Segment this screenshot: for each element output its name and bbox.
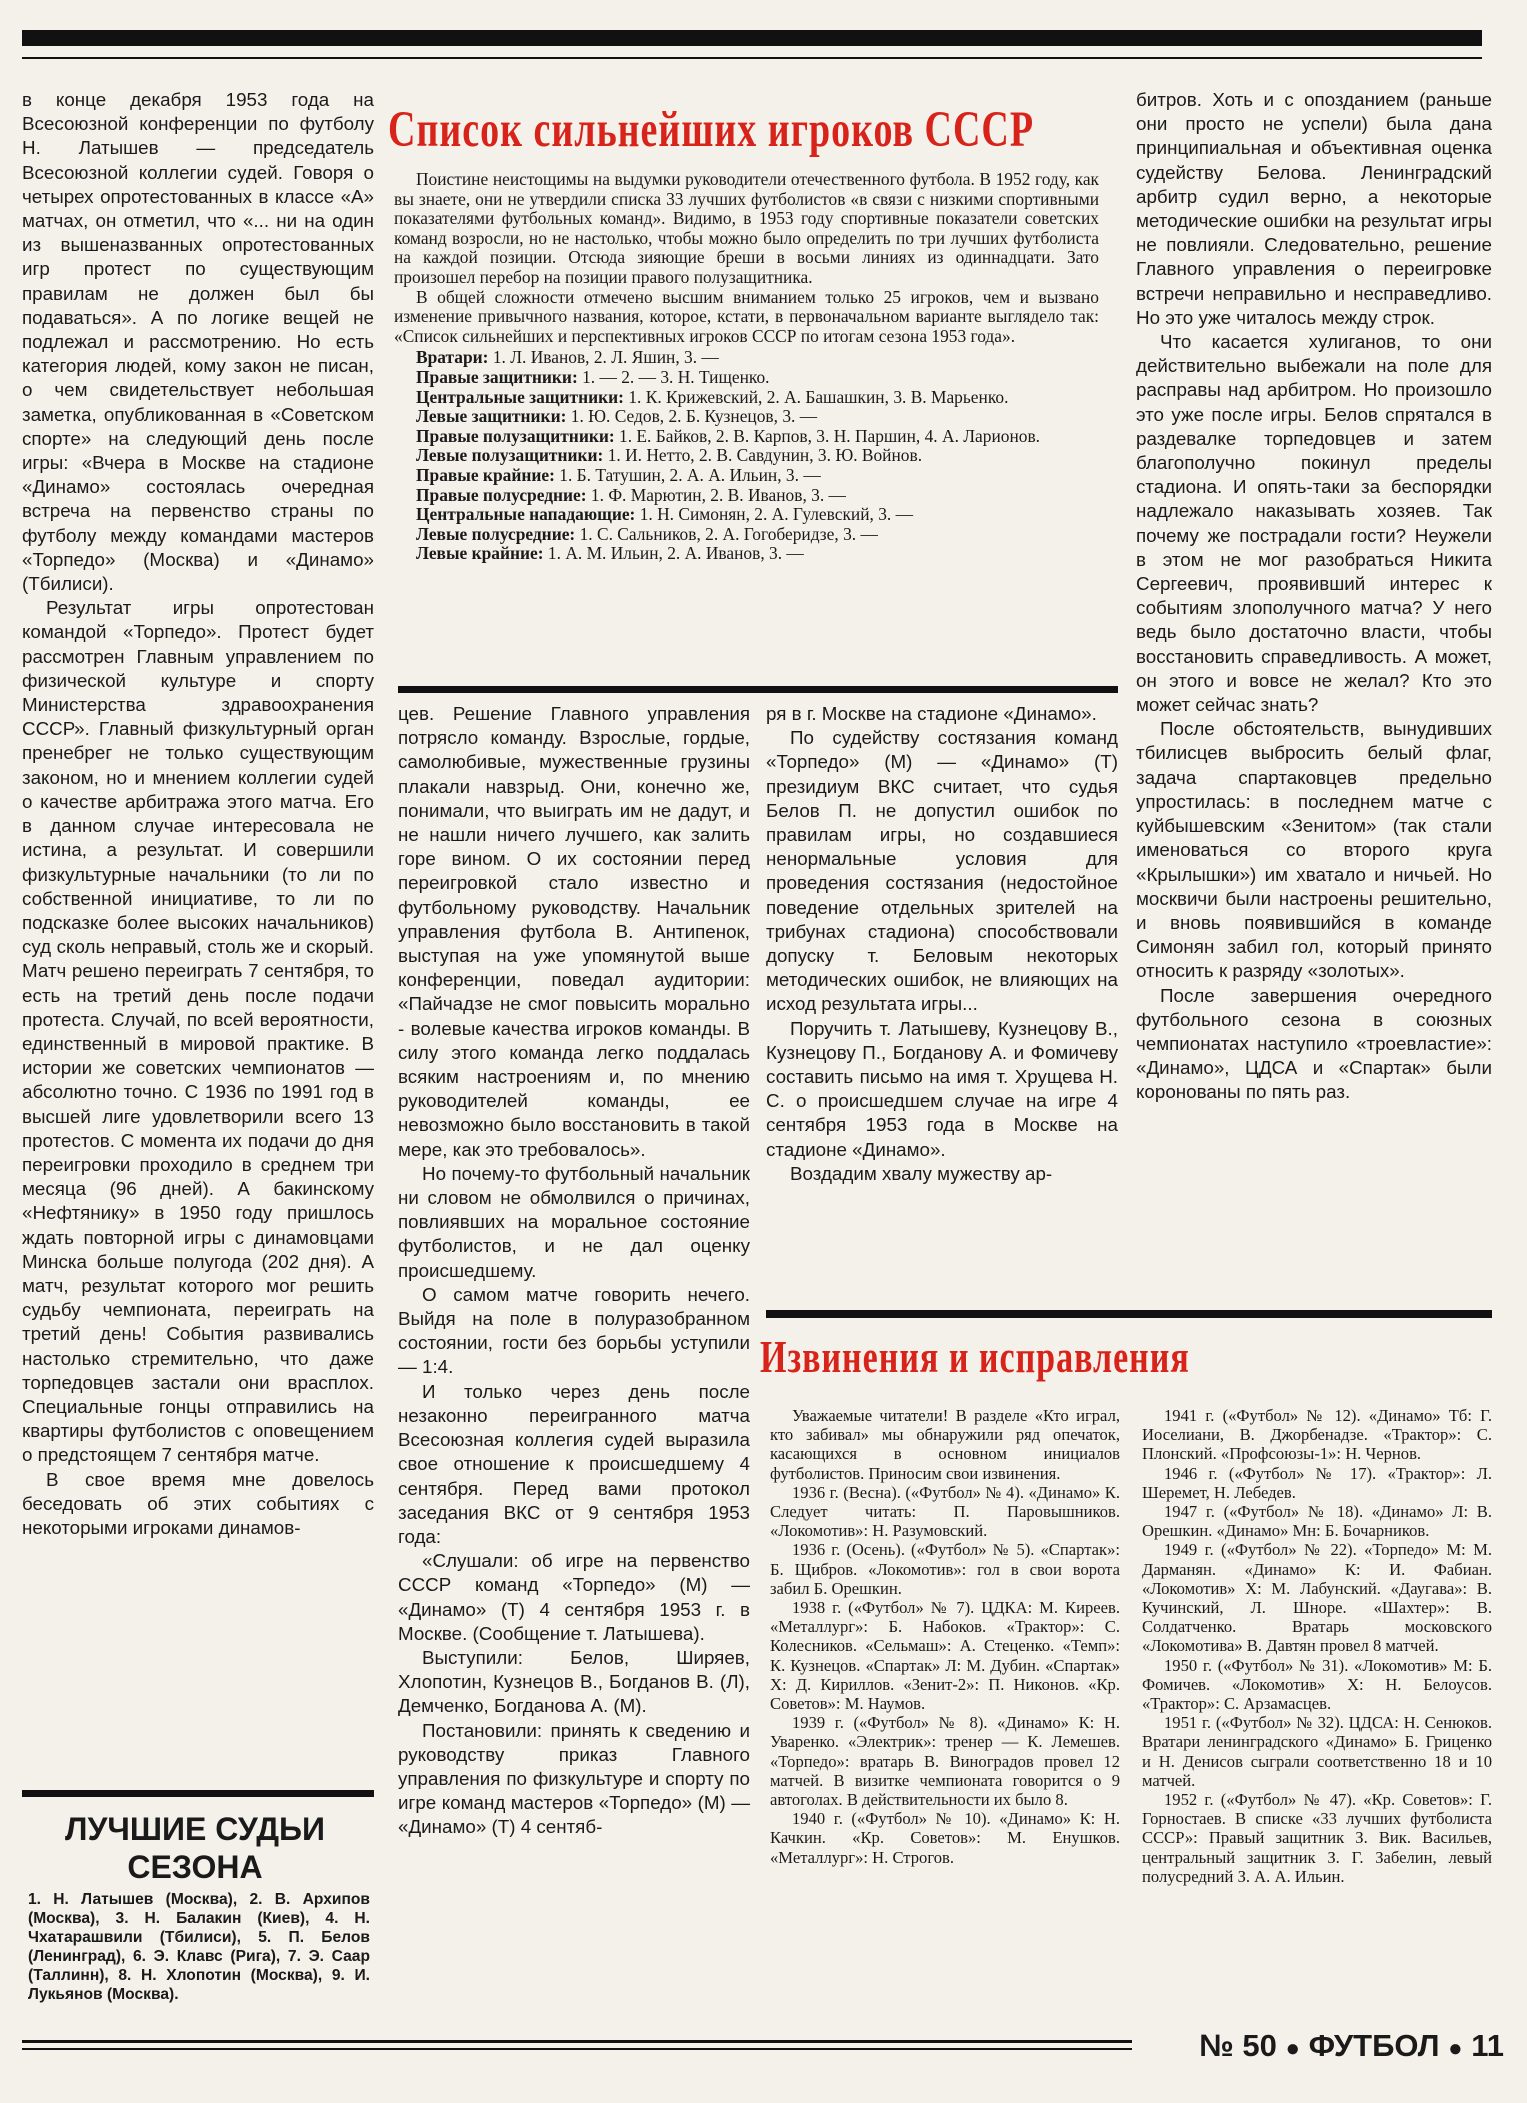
players-row: [394, 505, 1099, 525]
corrections-title: Извинения и исправления: [760, 1333, 1190, 1383]
corrections-paragraph: 1949 г. («Футбол» № 22). «Торпедо» М: М. Дарманян. «Динамо» К: И. Фабиан. «Локомотив» Х: М. Лабунский. «Даугава»: В. Кучинский, Л. Шноре. «Шахтер»: В. Солдатченко. Вратарь московского «Локомотива» В. Давтян провел 8 матчей.: [1142, 1540, 1492, 1656]
referees-title: ЛУЧШИЕ СУДЬИ СЕЗОНА: [65, 1811, 325, 1885]
position-label: Центральные защитники:: [416, 386, 624, 407]
left-paragraph: Результат игры опротестован командой «Торпедо». Протест будет рассмотрен Главным управлением по физической культуре и спорту Министерства здравоохранения СССР». Главный физкультурный орган пренебрег не только существующим законом, но и мнением коллегии судей о качестве арбитража этого матча. Его в данном случае интересовала не истина, а результат. И совершили физкультурные начальники (то ли по собственной инициативе, то ли по подсказке более высоких начальников) суд сколь неправый, столь же и скорый. Матч решено переиграть 7 сентября, то есть на третий день после подачи протеста. Случай, по всей вероятности, единственный в мировой практике. В истории же советских чемпионатов — абсолютно точно. С 1936 по 1991 год в высшей лиге удовлетворили всего 13 протестов. С момента их подачи до дня переигровки проходило в среднем три месяца (96 дней). А бакинскому «Нефтянику» в 1950 году пришлось ждать повторной игры с динамовцами Минска больше полугода (202 дня). А матч, результат которого мог решить судьбу чемпионата, переиграть на третий день! События развивались настолько стремительно, что даже торпедовцев застали они врасплох. Специальные гонцы отправились на квартиры футболистов с оповещением о предстоящем 7 сентября матче.: [22, 597, 374, 1466]
players-row: [394, 486, 1099, 506]
corrections-paragraph: 1950 г. («Футбол» № 31). «Локомотив» М: Б. Фомичев. «Локомотив» Х: Н. Белоусов. «Трактор»: С. Арзамасцев.: [1142, 1655, 1492, 1714]
mid1-paragraph: цев. Решение Главного управления потрясло команду. Взрослые, гордые, самолюбивые, мужественные грузины плакали навзрыд. Они, конечно же, понимали, что выиграть им не дадут, и не нашли ничего лучшего, как залить горе вином. О их состоянии перед переигровкой стало известно и футбольному руководству. Начальник управления футбола В. Антипенок, выступая на уже упомянутой выше конференции, поведал аудитории: «Пайчадзе не смог повысить морально - волевые качества игроков команды. В силу этого команда легко поддалась всяким настроениям и, по мнению руководителей команды, ее невозможно было восстановить в такой мере, как это требовалось».: [398, 703, 750, 1160]
position-players: 1. Ф. Марютин, 2. В. Иванов, 3. —: [590, 484, 846, 505]
left-column: [22, 88, 374, 1768]
mid1-paragraph: И только через день после незаконно переигранного матча Всесоюзная коллегия судей выразила свое отношение к происшедшему 4 сентября. Перед вами протокол заседания ВКС от 9 сентября 1953 года:: [398, 1380, 750, 1547]
players-list: [394, 348, 1099, 564]
position-players: 1. — 2. — 3. Н. Тищенко.: [582, 366, 770, 387]
bullet-icon: ●: [1285, 2035, 1300, 2062]
mid2-paragraph: ря в г. Москве на стадионе «Динамо».: [766, 703, 1097, 724]
right-column: [1136, 88, 1492, 1308]
corrections-paragraph: Уважаемые читатели! В разделе «Кто играл, кто забивал» мы обнаружили ряд опечаток, касающихся в основном инициалов футболистов. Приносим свои извинения.: [770, 1406, 1120, 1483]
corrections-column-2: [1142, 1406, 1492, 2016]
players-row: [394, 368, 1099, 388]
referees-box-rule: [22, 1790, 374, 1797]
corrections-paragraph: 1947 г. («Футбол» № 18). «Динамо» Л: В. Орешкин. «Динамо» Мн: Б. Бочарников.: [1142, 1502, 1492, 1541]
page-number: 11: [1471, 2028, 1504, 2063]
left-paragraph: В свое время мне довелось беседовать об этих событиях с некоторыми игроками динамов-: [22, 1468, 374, 1538]
issue-number: № 50: [1199, 2028, 1277, 2063]
position-label: Левые защитники:: [416, 406, 567, 427]
position-players: 1. К. Крижевский, 2. А. Башашкин, 3. В. Марьенко.: [628, 386, 1009, 407]
corrections-paragraph: 1941 г. («Футбол» № 12). «Динамо» Тб: Г. Иоселиани, В. Джорбенадзе. «Трактор»: С. Плонский. «Профсоюзы-1»: Н. Чернов.: [1142, 1406, 1492, 1464]
position-label: Левые полусредние:: [416, 523, 576, 544]
mid1-paragraph: О самом матче говорить нечего. Выйдя на поле в полуразобранном состоянии, гости без борьбы уступили — 1:4.: [398, 1283, 750, 1378]
corrections-paragraph: 1951 г. («Футбол» № 32). ЦДСА: Н. Сенюков. Вратари ленинградского «Динамо» Б. Гриценко и Н. Денисов сыграли соответственно 18 и 10 матчей.: [1142, 1713, 1492, 1790]
intro-paragraph: В общей сложности отмечено высшим вниманием только 25 игроков, чем и вызвано изменение привычного названия, которое, кстати, в первоначальном варианте выглядело так: «Список сильнейших и перспективных игроков СССР по итогам сезона 1953 года».: [394, 286, 1099, 346]
mid1-paragraph: Выступили: Белов, Ширяев, Хлопотин, Кузнецов В., Богданов В. (Л), Демченко, Богданова А. (М).: [398, 1646, 750, 1717]
bottom-rule-thick: [22, 2040, 1132, 2043]
players-row: [394, 466, 1099, 486]
players-row: [394, 348, 1099, 368]
right-paragraph: После завершения очередного футбольного сезона в союзных чемпионатах наступило «троевластие»: «Динамо», ЦДСА и «Спартак» были коронованы по пять раз.: [1136, 984, 1492, 1103]
corrections-paragraph: 1938 г. («Футбол» № 7). ЦДКА: М. Киреев. «Металлург»: Б. Набоков. «Трактор»: С. Колесников. «Сельмаш»: А. Стеценко. «Темп»: К. Кузнецов. «Спартак» Л: М. Дубин. «Спартак» Х: Д. Кириллов. «Зенит-2»: П. Никонов. «Кр. Советов»: М. Наумов.: [770, 1598, 1120, 1714]
corrections-paragraph: 1952 г. («Футбол» № 47). «Кр. Советов»: Г. Горностаев. В списке «33 лучших футболиста СССР»: Правый защитник З. Вик. Васильев, центральный защитник З. Г. Забелин, левый полусредний З. А. А. Ильин.: [1142, 1790, 1492, 1886]
corrections-paragraph: 1940 г. («Футбол» № 10). «Динамо» К: Н. Качкин. «Кр. Советов»: М. Енушков. «Металлург»: Н. Строгов.: [770, 1809, 1120, 1867]
players-row: [394, 446, 1099, 466]
referees-list: 1. Н. Латышев (Москва), 2. В. Архипов (Москва), 3. Н. Балакин (Киев), 4. Н. Чхатарашвили (Тбилиси), 5. П. Белов (Ленинград), 6. Э. Клавс (Рига), 7. Э. Саар (Таллинн), 8. Н. Хлопотин (Москва), 9. И. Лукьянов (Москва).: [28, 1891, 370, 2003]
page-footer: [1148, 2028, 1504, 2068]
corrections-paragraph: 1939 г. («Футбол» № 8). «Динамо» К: Н. Уваренко. «Электрик»: тренер — К. Лемешев. «Торпедо»: вратарь В. Виноградов провел 12 матчей. В визитке чемпионата говорится о 9 автоголах. В действительности их было 8.: [770, 1713, 1120, 1810]
position-label: Левые полузащитники:: [416, 445, 604, 466]
bullet-icon: ●: [1448, 2035, 1463, 2062]
mid1-paragraph: «Слушали: об игре на первенство СССР команд «Торпедо» (М) — «Динамо» (Т) 4 сентября 1953 г. в Москве. (Сообщение т. Латышева).: [398, 1550, 750, 1644]
mid1-paragraph: Но почему-то футбольный начальник ни словом не обмолвился о причинах, повлиявших на моральное состояние футболистов, и не дал оценку происшедшему.: [398, 1162, 750, 1281]
players-row: [394, 407, 1099, 427]
left-paragraph: в конце декабря 1953 года на Всесоюзной конференции по футболу Н. Латышев — председатель Всесоюзной коллегии судей. Говоря о четырех опротестованных в классе «А» матчах, он отметил, что «... ни на один из вышеназванных опротестованных игр протест по существующим правилам не должен был бы подаваться». А по логике вещей не подлежал и рассмотрению. Но есть категория людей, кому закон не писан, о чем свидетельствует небольшая заметка, опубликованная в «Советском спорте» на следующий день после игры: «Вчера в Москве на стадионе «Динамо» состоялась очередная встреча на первенство страны по футболу между командами мастеров «Торпедо» (Москва) и «Динамо» (Тбилиси).: [22, 89, 374, 595]
middle-column-2: [766, 702, 1118, 1296]
article-box-rule: [398, 686, 1118, 693]
position-players: 1. А. М. Ильин, 2. А. Иванов, 3. —: [547, 543, 804, 564]
position-label: Левые крайние:: [416, 543, 544, 564]
position-label: Правые крайние:: [416, 464, 555, 485]
mid1-paragraph: Постановили: принять к сведению и руководству приказ Главного управления по физкультуре и спорту по игре команд мастеров «Торпедо» (М) — «Динамо» (Т) 4 сентяб-: [398, 1719, 750, 1838]
players-row: [394, 525, 1099, 545]
position-label: Правые полусредние:: [416, 484, 587, 505]
article-intro: [394, 170, 1099, 678]
mid2-paragraph: Воздадим хвалу мужеству ар-: [790, 1162, 1053, 1184]
intro-paragraph: Поистине неистощимы на выдумки руководители отечественного футбола. В 1952 году, как вы знаете, они не утвердили списка 33 лучших футболистов «в связи с низкими спортивными показателями футбольных команд». Видимо, в 1953 году спортивные показатели советских команд возросли, но не настолько, чтобы можно было определить по три лучших футболиста на каждой позиции. Отсюда зияющие бреши в восьми линиях из одиннадцати. Зато произошел перебор на позиции правого полузащитника.: [394, 170, 1099, 287]
position-players: 1. Е. Байков, 2. В. Карпов, 3. Н. Паршин, 4. А. Ларионов.: [619, 425, 1041, 446]
position-players: 1. С. Сальников, 2. А. Гогоберидзе, 3. —: [579, 523, 878, 544]
position-label: Правые защитники:: [416, 366, 578, 387]
top-rule-thin: [22, 57, 1482, 59]
corrections-paragraph: 1946 г. («Футбол» № 17). «Трактор»: Л. Шеремет, Н. Лебедев.: [1142, 1463, 1492, 1502]
corrections-paragraph: 1936 г. (Весна). («Футбол» № 4). «Динамо» К. Следует читать: П. Паровышников. «Локомотив»: Н. Разумовский.: [770, 1482, 1120, 1541]
players-row: [394, 427, 1099, 447]
right-paragraph: Что касается хулиганов, то они действительно выбежали на поле для расправы над арбитром. Но произошло это уже после игры. Белов спрятался в раздевалке торпедовцев и затем благополучно покинул пределы стадиона. И опять-таки за беспорядки надлежало наказывать хозяев. Так почему же пострадали гости? Неужели в этом не мог разобраться Никита Сергеевич, проявивший интерес к событиям злополучного матча? У него ведь было достаточно власти, чтобы восстановить справедливость. А может, он этого и вовсе не желал? Кто это может сейчас знать?: [1136, 331, 1492, 716]
newspaper-name: ФУТБОЛ: [1308, 2028, 1440, 2063]
right-paragraph: битров. Хоть и с опозданием (раньше они просто не успели) была дана принципиальная и объективная оценка судейству Белова. Ленинградский арбитр судил верно, а некоторые методические ошибки на результат игры не повлияли. Следовательно, решение Главного управления о переигровке встречи неправильно и несправедливо. Но это уже читалось между строк.: [1136, 89, 1492, 328]
players-row: [394, 544, 1099, 564]
mid2-paragraph: По судейству состязания команд «Торпедо» (М) — «Динамо» (Т) президиум ВКС считает, что судья Белов П. не допустил ошибок по правилам игры, но создавшиеся ненормальные условия для проведения состязания (недостойное поведение отдельных зрителей на трибунах стадиона) способствовали допуску т. Беловым некоторых методических ошибок, не влияющих на исход результата игры...: [766, 727, 1118, 1015]
article-title: Список сильнейших игроков СССР: [388, 101, 1035, 159]
bottom-rule-thin: [22, 2048, 1132, 2050]
top-rule-thick: [22, 30, 1482, 46]
position-label: Центральные нападающие:: [416, 504, 636, 525]
position-players: 1. Н. Симонян, 2. А. Гулевский, 3. —: [639, 504, 914, 525]
corrections-rule: [766, 1310, 1492, 1318]
corrections-column-1: [770, 1406, 1120, 2016]
players-row: [394, 388, 1099, 408]
corrections-paragraph: 1936 г. (Осень). («Футбол» № 5). «Спартак»: Б. Щибров. «Локомотив»: гол в свои ворота забил Б. Орешкин.: [770, 1540, 1120, 1598]
position-label: Вратари:: [416, 347, 489, 368]
mid2-paragraph: Поручить т. Латышеву, Кузнецову В., Кузнецову П., Богданову А. и Фомичеву составить письмо на имя т. Хрущева Н. С. о происшедшем случае на игре 4 сентября 1953 года в Москве на стадионе «Динамо».: [766, 1017, 1118, 1160]
position-players: 1. И. Нетто, 2. В. Савдунин, 3. Ю. Войнов.: [607, 445, 923, 466]
position-label: Правые полузащитники:: [416, 425, 615, 446]
position-players: 1. Б. Татушин, 2. А. А. Ильин, 3. —: [559, 464, 821, 485]
position-players: 1. Ю. Седов, 2. Б. Кузнецов, 3. —: [570, 406, 818, 427]
middle-column-1: [398, 702, 750, 2018]
right-paragraph: После обстоятельств, вынудивших тбилисцев выбросить белый флаг, задача спартаковцев предельно упростилась: в последнем матче с куйбышевским «Зенитом» (так стали именоваться со второго круга «Крылышки») им хватало и ничьей. Но москвичи были настроены решительно, и вновь появившийся в команде Симонян забил гол, который принято относить к разряду «золотых».: [1136, 718, 1492, 982]
position-players: 1. Л. Иванов, 2. Л. Яшин, 3. —: [492, 347, 719, 368]
